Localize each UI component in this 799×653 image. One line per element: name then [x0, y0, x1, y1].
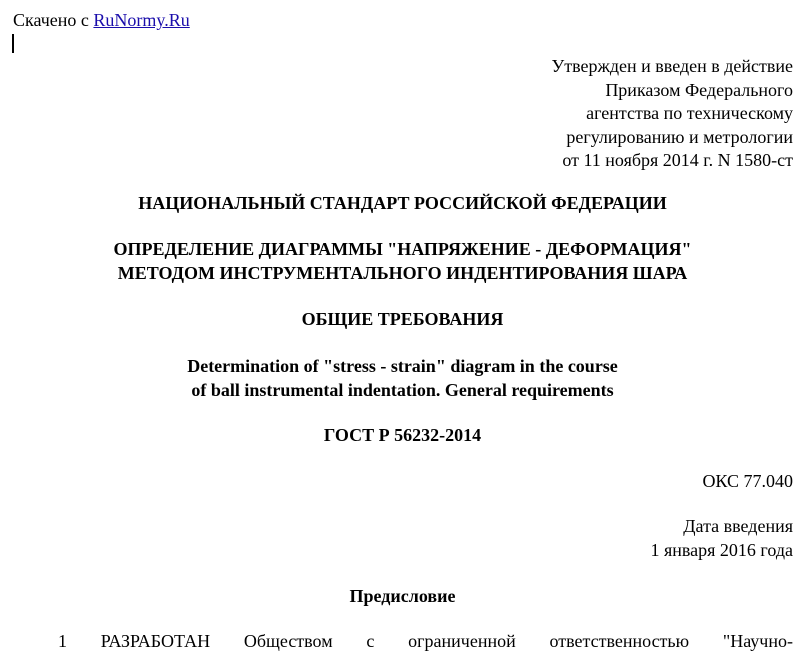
text-cursor: [12, 34, 14, 53]
approval-line: Приказом Федерального: [605, 79, 793, 100]
source-prefix: Скачено с: [13, 10, 89, 30]
approval-line: от 11 ноября 2014 г. N 1580-ст: [562, 150, 793, 170]
preface-word: "Научно-: [722, 631, 793, 651]
preface-word: ограниченной: [408, 631, 516, 651]
document-title-line: МЕТОДОМ ИНСТРУМЕНТАЛЬНОГО ИНДЕНТИРОВАНИЯ ШАРА: [117, 263, 688, 283]
standard-code: ГОСТ Р 56232-2014: [323, 425, 482, 445]
english-title: [0, 354, 799, 402]
preface-word: с: [366, 631, 375, 651]
preface-word: ответственностью: [549, 631, 690, 651]
document-title-line: ОПРЕДЕЛЕНИЕ ДИАГРАММЫ "НАПРЯЖЕНИЕ - ДЕФОРМАЦИЯ": [113, 239, 692, 259]
document-title: [0, 237, 799, 285]
english-title-line: of ball instrumental indentation. General requirements: [191, 380, 614, 400]
preface-word: РАЗРАБОТАН: [100, 631, 211, 651]
document-subtitle: ОБЩИЕ ТРЕБОВАНИЯ: [301, 309, 504, 329]
approval-block: [551, 55, 793, 173]
oks-code: ОКС 77.040: [702, 471, 793, 491]
approval-line: Утвержден и введен в действие: [551, 56, 793, 76]
runormy-link[interactable]: RuNormy.Ru: [93, 10, 190, 30]
introduction-date-block: [650, 515, 793, 562]
approval-line: агентства по техническому: [586, 103, 793, 123]
national-standard-title: НАЦИОНАЛЬНЫЙ СТАНДАРТ РОССИЙСКОЙ ФЕДЕРАЦИИ: [138, 193, 667, 213]
introduction-date-label: Дата введения: [683, 516, 793, 536]
preface-word: Обществом: [243, 631, 333, 651]
introduction-date: 1 января 2016 года: [650, 539, 793, 560]
english-title-line: Determination of "stress - strain" diagram in the course: [187, 356, 618, 376]
preface-item-number: 1: [58, 631, 67, 651]
approval-line: регулированию и метрологии: [566, 126, 793, 147]
source-attribution: [13, 9, 190, 31]
preface-heading: Предисловие: [349, 586, 456, 606]
